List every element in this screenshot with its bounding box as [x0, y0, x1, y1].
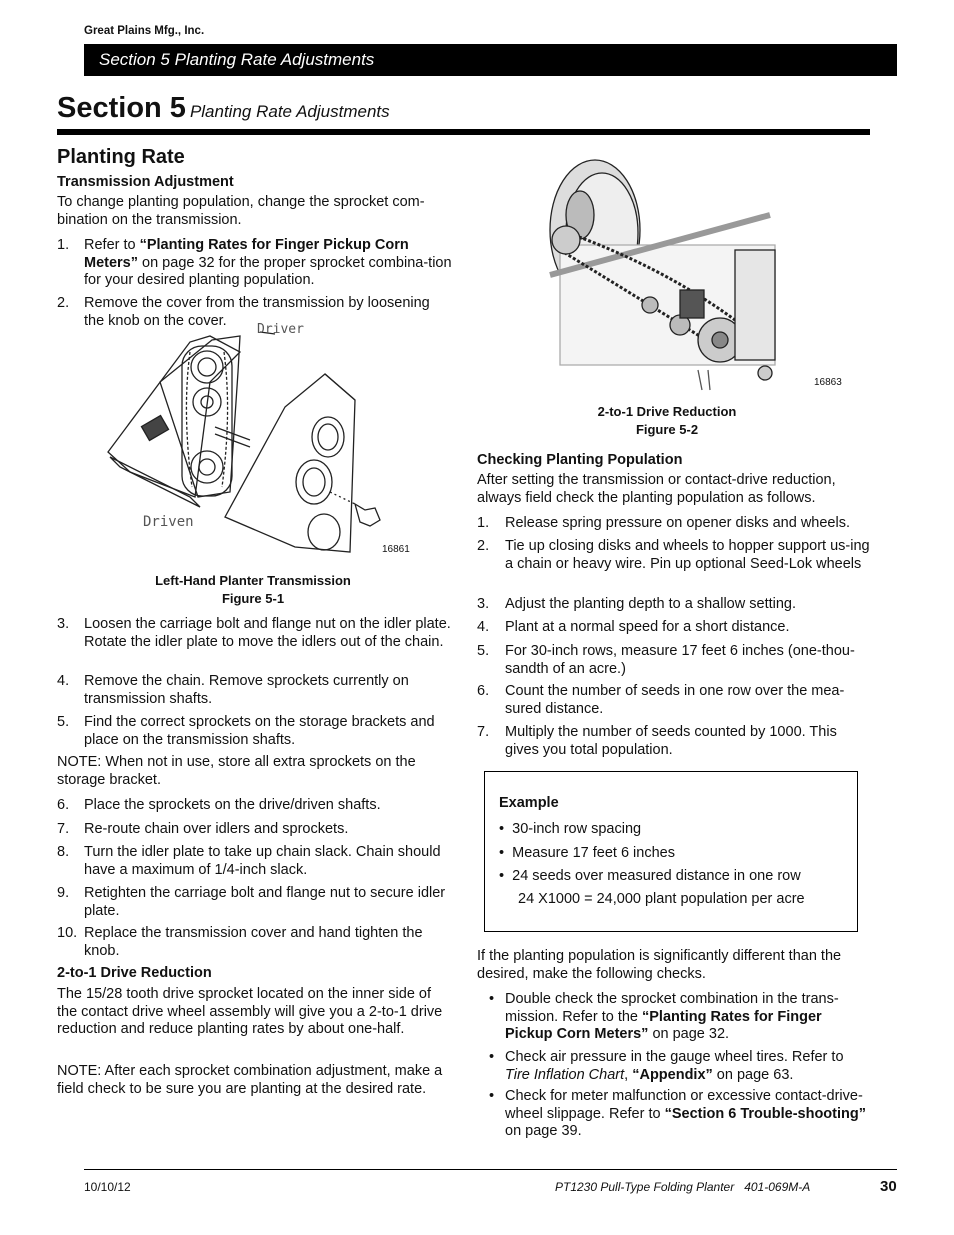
list-item: [57, 616, 452, 651]
item-text: Check for meter malfunction or excessive contact-drive-wheel slippage. Refer to “Section 6 Trouble-shooting” on page 39.: [505, 1088, 866, 1139]
figure-caption: [560, 403, 774, 439]
item-text: Count the number of seeds in one row over the mea-sured distance.: [505, 683, 845, 717]
item-text: Adjust the planting depth to a shallow setting.: [505, 596, 796, 612]
list-item: [477, 515, 872, 533]
item-text: Replace the transmission cover and hand tighten the knob.: [84, 925, 423, 959]
item-text: Remove the chain. Remove sprockets currently on transmission shafts.: [84, 673, 409, 707]
checking-intro: After setting the transmission or contact-drive reduction, always field check the planting population as follows.: [477, 472, 836, 506]
caption-title: Left-Hand Planter Transmission: [155, 573, 351, 588]
company-name: Great Plains Mfg., Inc.: [84, 25, 205, 37]
item-number: 2.: [57, 295, 70, 311]
page-title: [57, 92, 390, 125]
section-number: Section 5: [57, 92, 186, 124]
item-number: 6.: [57, 797, 70, 813]
item-number: 5.: [57, 714, 70, 730]
item-text: Check air pressure in the gauge wheel tires. Refer to Tire Inflation Chart, “Appendix” on page 63.: [505, 1049, 844, 1083]
item-number: 2.: [477, 538, 490, 554]
list-item: [57, 797, 452, 815]
item-number: 1.: [477, 515, 490, 531]
drive-reduction-photo: [540, 155, 780, 395]
caption-title: 2-to-1 Drive Reduction: [597, 404, 737, 419]
checking-heading: Checking Planting Population: [477, 452, 683, 468]
list-item: [57, 821, 452, 839]
list-item: [57, 673, 452, 708]
planting-rate-heading: Planting Rate: [57, 146, 185, 168]
item-text: Tie up closing disks and wheels to hopper support us-ing a chain or heavy wire. Pin up optional Seed-Lok wheels: [505, 538, 870, 572]
driver-label: Driver: [257, 322, 304, 337]
list-item: • Check for meter malfunction or excessive contact-drive-wheel slippage. Refer to “Section 6 Trouble-shooting” on page 39.: [489, 1088, 872, 1141]
list-item: [477, 683, 872, 718]
list-item: • 24 seeds over measured distance in one row: [499, 868, 801, 884]
list-item: • 30-inch row spacing: [499, 821, 642, 837]
item-number: 4.: [477, 619, 490, 635]
item-number: 7.: [57, 821, 70, 837]
item-number: 10.: [57, 925, 78, 941]
title-rule: [57, 129, 870, 135]
footer-date: 10/10/12: [84, 1180, 131, 1194]
item-number: 6.: [477, 683, 490, 699]
footer-rule: [84, 1169, 897, 1170]
example-box: [484, 771, 858, 932]
list-item: [57, 885, 452, 920]
transmission-heading: Transmission Adjustment: [57, 174, 234, 190]
list-item: [57, 925, 452, 960]
item-text: Refer to “Planting Rates for Finger Pickup Corn Meters” on page 32 for the proper sprocket combina-tion for your desired planting population.: [84, 237, 452, 288]
list-item: [477, 724, 872, 759]
item-text: Multiply the number of seeds counted by 1000. This gives you total population.: [505, 724, 837, 758]
section-header-title: Section 5 Planting Rate Adjustments: [99, 50, 375, 69]
list-item: [477, 619, 872, 637]
item-number: 1.: [57, 237, 70, 253]
note-storage: NOTE: When not in use, store all extra sprockets on the storage bracket.: [57, 754, 416, 788]
item-text: Find the correct sprockets on the storage brackets and place on the transmission shafts.: [84, 714, 435, 748]
figure-caption: [100, 572, 406, 608]
list-item: • Double check the sprocket combination in the trans-mission. Refer to the “Planting Rates for Finger Pickup Corn Meters” on page 32.: [489, 991, 872, 1044]
item-number: 3.: [57, 616, 70, 632]
item-number: 7.: [477, 724, 490, 740]
checks-intro: If the planting population is significantly different than the desired, make the following checks.: [477, 948, 842, 982]
list-item: • Check air pressure in the gauge wheel tires. Refer to Tire Inflation Chart, “Appendix” on page 63.: [489, 1049, 872, 1084]
item-text: Plant at a normal speed for a short distance.: [505, 619, 790, 635]
list-item: [57, 844, 452, 879]
item-text: Loosen the carriage bolt and flange nut on the idler plate. Rotate the idler plate to move the idlers out of the chain.: [84, 616, 451, 650]
footer-document: PT1230 Pull-Type Folding Planter 401-069M-A: [555, 1180, 811, 1194]
item-number: 5.: [477, 643, 490, 659]
item-text: For 30-inch rows, measure 17 feet 6 inches (one-thou-sandth of an acre.): [505, 643, 855, 677]
list-item: [57, 237, 452, 290]
section-header-bar: [84, 44, 897, 76]
section-subtitle: Planting Rate Adjustments: [189, 102, 390, 121]
item-text: Release spring pressure on opener disks and wheels.: [505, 515, 850, 531]
list-item: [477, 596, 872, 614]
figure-id: 16863: [814, 377, 842, 388]
list-item: • Measure 17 feet 6 inches: [499, 845, 675, 861]
item-number: 4.: [57, 673, 70, 689]
reduction-heading: 2-to-1 Drive Reduction: [57, 965, 212, 981]
example-title: Example: [499, 795, 559, 811]
figure-id: 16861: [382, 544, 410, 555]
note-field-check: NOTE: After each sprocket combination adjustment, make a field check to be sure you are planting at the desired rate.: [57, 1063, 443, 1097]
item-number: 8.: [57, 844, 70, 860]
driven-label: Driven: [143, 514, 194, 530]
item-number: 3.: [477, 596, 490, 612]
list-item: [477, 538, 872, 573]
item-text: Turn the idler plate to take up chain slack. Chain should have a maximum of 1/4-inch slack.: [84, 844, 441, 878]
list-item: [477, 643, 872, 678]
item-text: Remove the cover from the transmission by loosening the knob on the cover.: [84, 295, 430, 329]
item-text: Double check the sprocket combination in the trans-mission. Refer to the “Planting Rates for Finger Pickup Corn Meters” on page 32.: [505, 991, 839, 1042]
caption-number: Figure 5-1: [221, 591, 285, 606]
item-text: Place the sprockets on the drive/driven shafts.: [84, 797, 381, 813]
item-text: Re-route chain over idlers and sprockets.: [84, 821, 349, 837]
page-number: 30: [880, 1178, 897, 1195]
list-item: [57, 714, 452, 749]
reduction-paragraph: The 15/28 tooth drive sprocket located on the inner side of the contact drive wheel assembly will give you a 2-to-1 drive reduction and reduce planting rates by about one-half.: [57, 986, 443, 1037]
item-number: 9.: [57, 885, 70, 901]
item-text: Retighten the carriage bolt and flange nut to secure idler plate.: [84, 885, 446, 919]
intro-paragraph: To change planting population, change the sprocket com-bination on the transmission.: [57, 194, 425, 228]
example-result: 24 X1000 = 24,000 plant population per acre: [518, 891, 805, 907]
caption-number: Figure 5-2: [635, 422, 699, 437]
